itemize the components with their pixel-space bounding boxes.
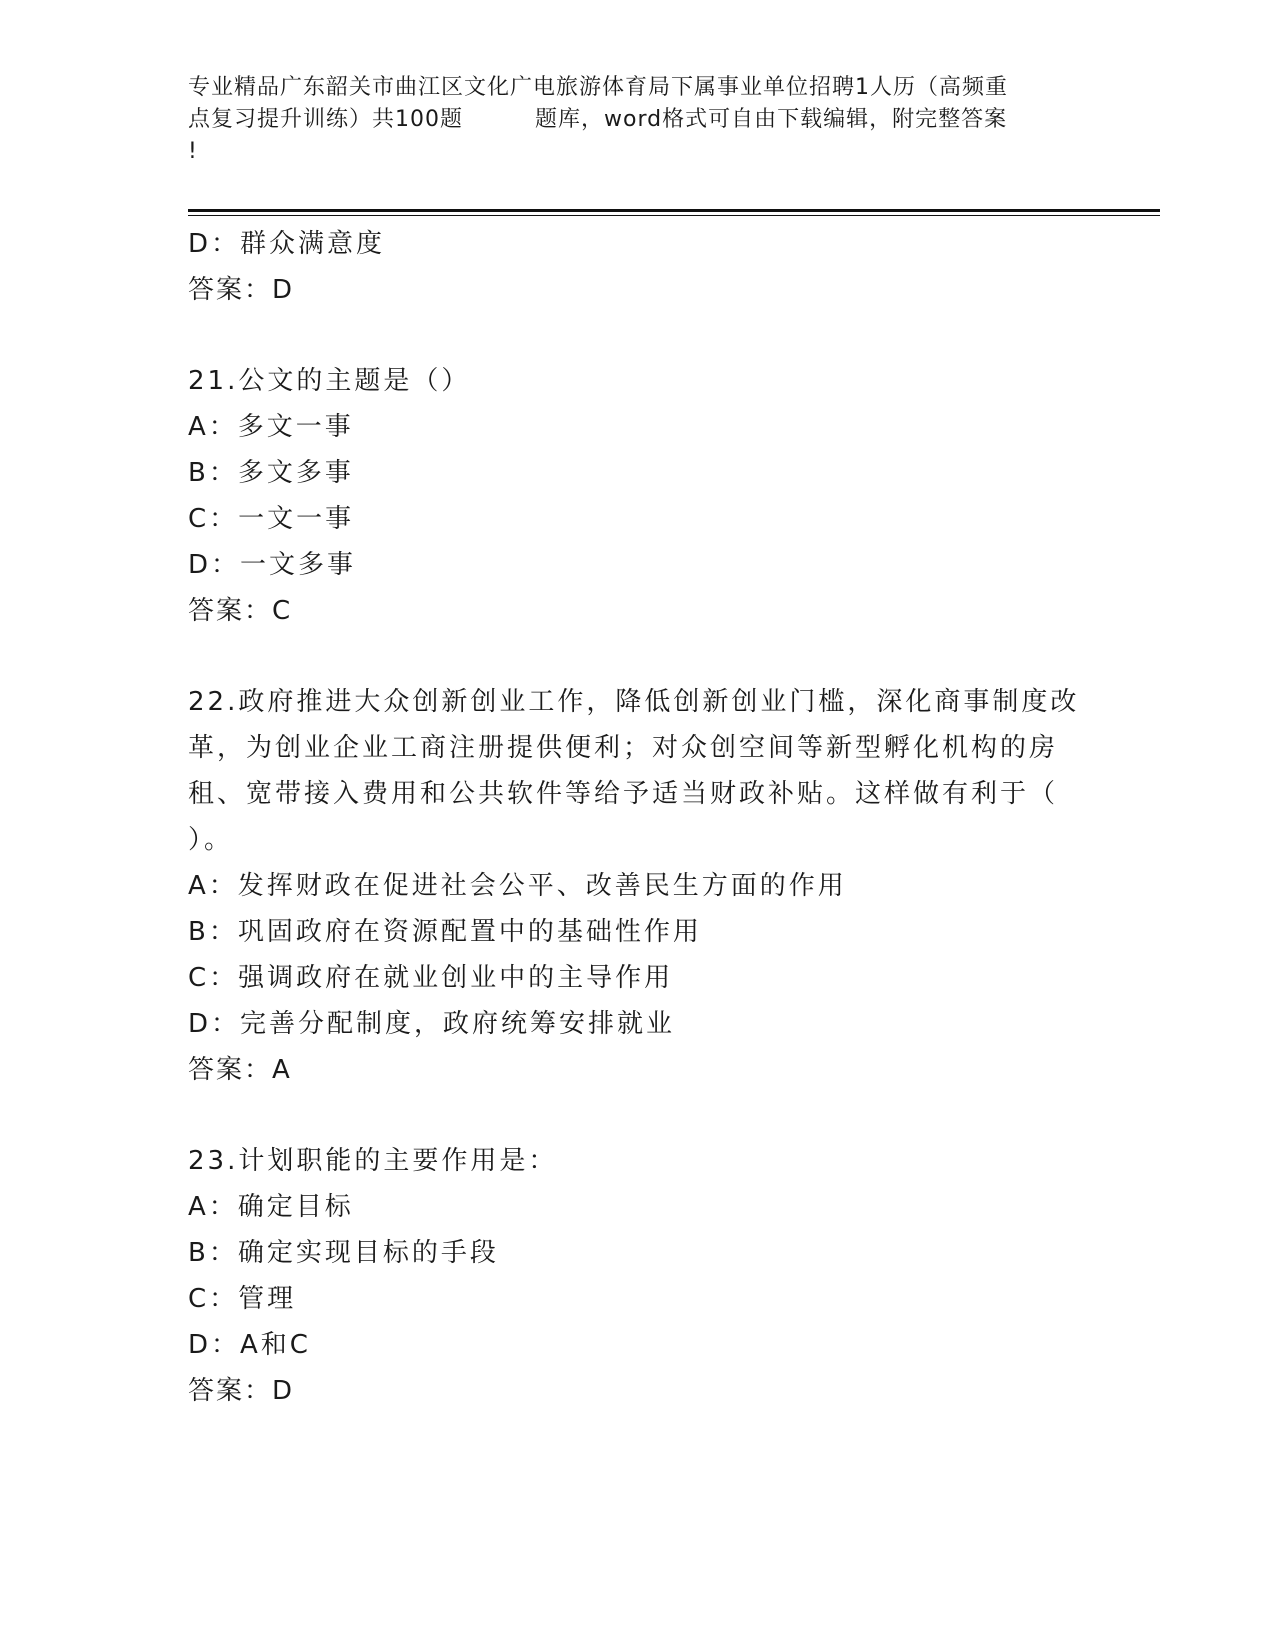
prev-option-d: D：群众满意度 [188, 229, 386, 259]
q23-option-c: C：管理 [188, 1284, 297, 1314]
document-header [188, 72, 1088, 168]
q23-answer: 答案：D [188, 1376, 295, 1406]
question-list [188, 221, 1088, 1414]
q23-option-d: D：A和C [188, 1330, 311, 1360]
prev-answer: 答案：D [188, 275, 295, 305]
question-22-line-1: 22.政府推进大众创新创业工作，降低创新创业门槛，深化商事制度改 [188, 687, 1080, 717]
q21-option-a: A：多文一事 [188, 412, 354, 442]
header-divider-thin [188, 215, 1160, 216]
header-divider-thick [188, 209, 1160, 212]
q21-option-b: B：多文多事 [188, 458, 354, 488]
q22-answer: 答案：A [188, 1055, 292, 1085]
q21-option-d: D：一文多事 [188, 550, 357, 580]
question-22-line-3: 租、宽带接入费用和公共软件等给予适当财政补贴。这样做有利于（ [188, 779, 1059, 809]
q23-option-b: B：确定实现目标的手段 [188, 1238, 499, 1268]
header-line-3: ! [188, 139, 198, 164]
q22-option-d: D：完善分配制度，政府统筹安排就业 [188, 1009, 676, 1039]
question-23: 23.计划职能的主要作用是： [188, 1146, 558, 1176]
q22-option-c: C：强调政府在就业创业中的主导作用 [188, 963, 674, 993]
question-22-line-2: 革，为创业企业工商注册提供便利；对众创空间等新型孵化机构的房 [188, 733, 1059, 763]
header-line-2a: 点复习提升训练）共100题 [188, 107, 463, 132]
q22-option-b: B：巩固政府在资源配置中的基础性作用 [188, 917, 702, 947]
q21-option-c: C：一文一事 [188, 504, 355, 534]
question-22-line-4: ）。 [188, 825, 234, 855]
header-line-2b: 题库，word格式可自由下载编辑，附完整答案 [535, 107, 1008, 132]
header-line-2 [188, 104, 1088, 136]
q21-answer: 答案：C [188, 596, 293, 626]
header-line-1: 专业精品广东韶关市曲江区文化广电旅游体育局下属事业单位招聘1人历（高频重 [188, 75, 1008, 100]
question-21: 21.公文的主题是（） [188, 366, 471, 396]
q23-option-a: A：确定目标 [188, 1192, 354, 1222]
q22-option-a: A：发挥财政在促进社会公平、改善民生方面的作用 [188, 871, 847, 901]
